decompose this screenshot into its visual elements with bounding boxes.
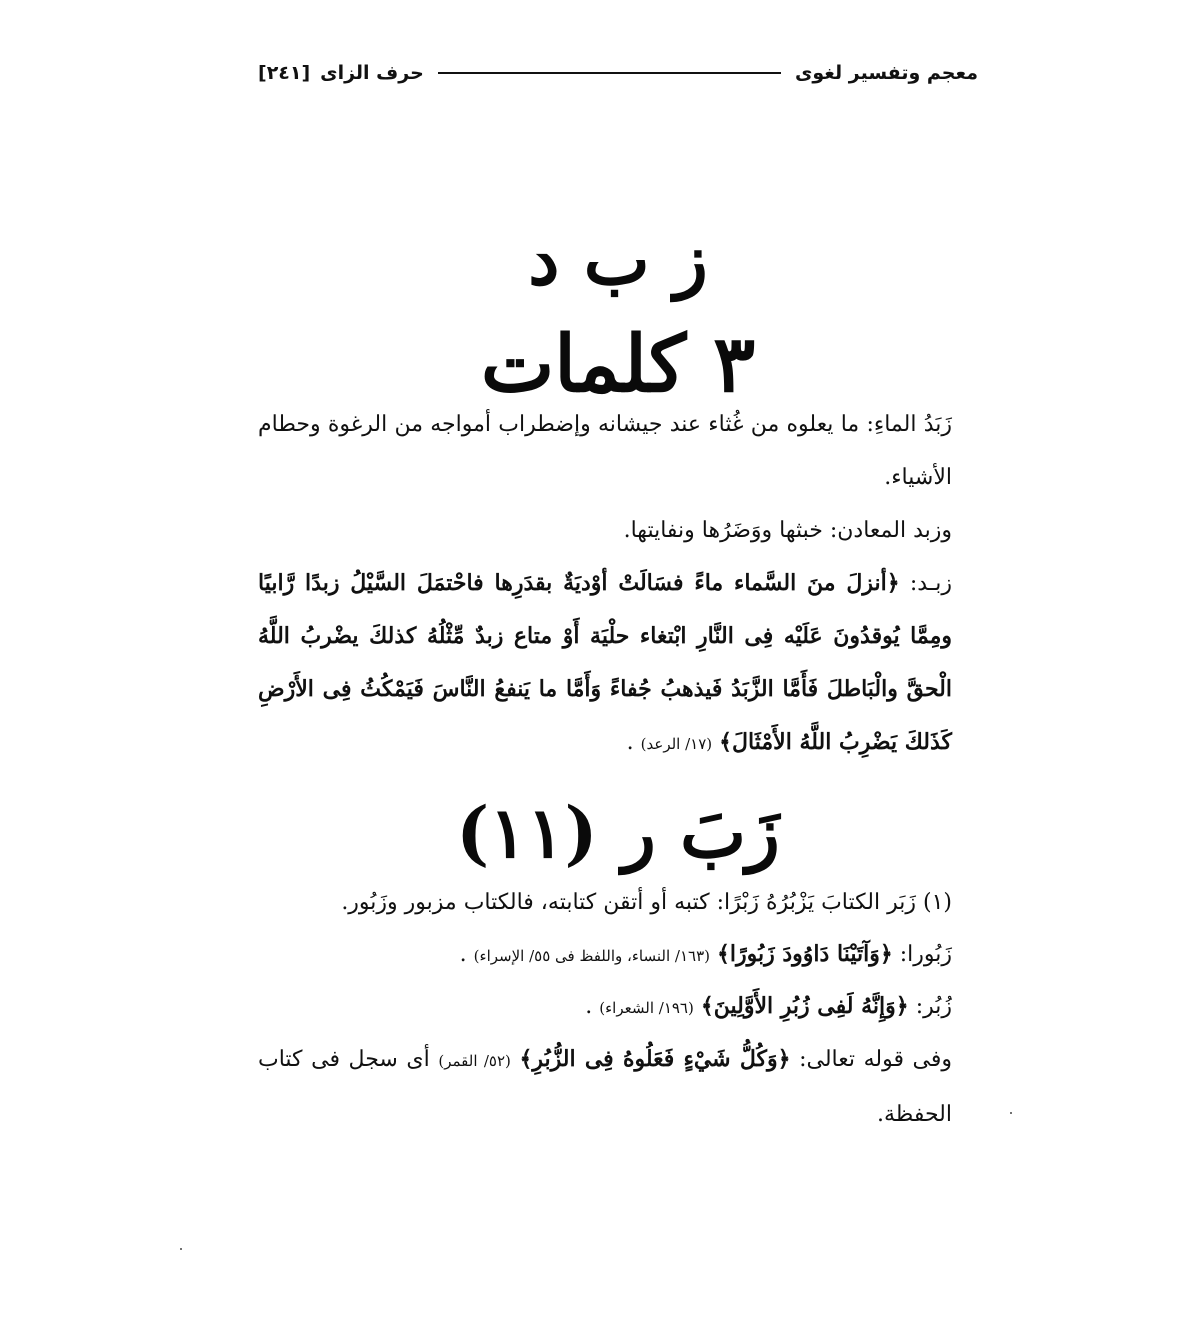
root-heading-zbr: زَبَ ر (١١) [456, 791, 780, 874]
quran-verse: ﴿وَإِنَّهُ لَفِى زُبُرِ الأَوَّلِينَ﴾ [700, 993, 909, 1019]
speck [1010, 1112, 1012, 1114]
entry-label: زَبُورا: [899, 942, 952, 967]
entry-label: زُبُر: [915, 994, 952, 1019]
entry-zubur-verse [258, 981, 978, 1033]
entry-zabar-book: (١) زَبَر الكتابَ يَزْبُرُهُ زَبْرًا: كتبه أو أتقن كتابته، فالكتاب مزبور وزَبُور. [341, 890, 952, 915]
closing-tail: أى سجل فى كتاب الحفظة. [258, 1047, 952, 1127]
speck [180, 1248, 182, 1250]
section-zbr-body [258, 876, 978, 1141]
entry-zabad-water: زَبَدُ الماءِ: ما يعلوه من غُثاء عند جيشانه وإضطراب أمواجه من الرغوة وحطام الأشياء. [258, 412, 952, 490]
entry-label: زبـد: [909, 571, 952, 596]
book-title: معجم وتفسير لغوى [794, 62, 978, 84]
closing-intro: وفى قوله تعالى: [799, 1047, 953, 1072]
entry-zabad-verse [258, 557, 978, 771]
chapter-title: حرف الزاى [320, 62, 424, 84]
word-count-heading: ٣ كلمات [480, 319, 756, 410]
entry-end: . [626, 730, 634, 755]
verse-reference: (١٦٣/ النساء، واللفظ فى ٥٥/ الإسراء) [473, 947, 710, 965]
entry-end: . [585, 994, 593, 1019]
entry-closing [258, 1033, 978, 1141]
quran-verse: ﴿أنزلَ منَ السَّماء ماءً فسَالَتْ أوْديَةٌ بقدَرِها فاحْتمَلَ السَّيْلُ زبدًا رَّابيًا ومِمَّا يُوقدُونَ عَلَيْه فِى النَّارِ ابْتغاء حلْيَة أَوْ متاع زبدٌ مِّثْلُهُ كذلكَ يضْربُ اللَّهُ الْحقَّ والْبَاطلَ فَأَمَّا الزَّبَدُ فَيذهبُ جُفاءً وَأَمَّا ما يَنفعُ النَّاسَ فَيَمْكُثُ فِى الأَرْضِ كَذَلكَ يَضْرِبُ اللَّهُ الأَمْثَالَ﴾ [258, 570, 952, 755]
running-header [258, 56, 978, 90]
verse-reference: (١٩٦/ الشعراء) [599, 999, 694, 1017]
page-number: [٢٤١] [258, 62, 311, 84]
header-rule [438, 72, 781, 74]
entry-end: . [459, 942, 467, 967]
quran-verse: ﴿وَآتَيْنَا دَاوُودَ زَبُورًا﴾ [716, 941, 893, 967]
section-zbd-body [258, 398, 978, 771]
verse-reference: (١٧/ الرعد) [640, 735, 713, 753]
entry-zabad-metals: وزبد المعادن: خبثها ووَضَرُها ونفايتها. [623, 518, 952, 543]
entry-zabur-verse [258, 929, 978, 981]
root-heading-zbd: ز ب د [528, 218, 708, 301]
verse-reference: (٥٢/ القمر) [438, 1052, 511, 1070]
quran-verse: ﴿وَكُلُّ شَيْءٍ فَعَلُوهُ فِى الزُّبُرِ﴾ [519, 1046, 791, 1072]
